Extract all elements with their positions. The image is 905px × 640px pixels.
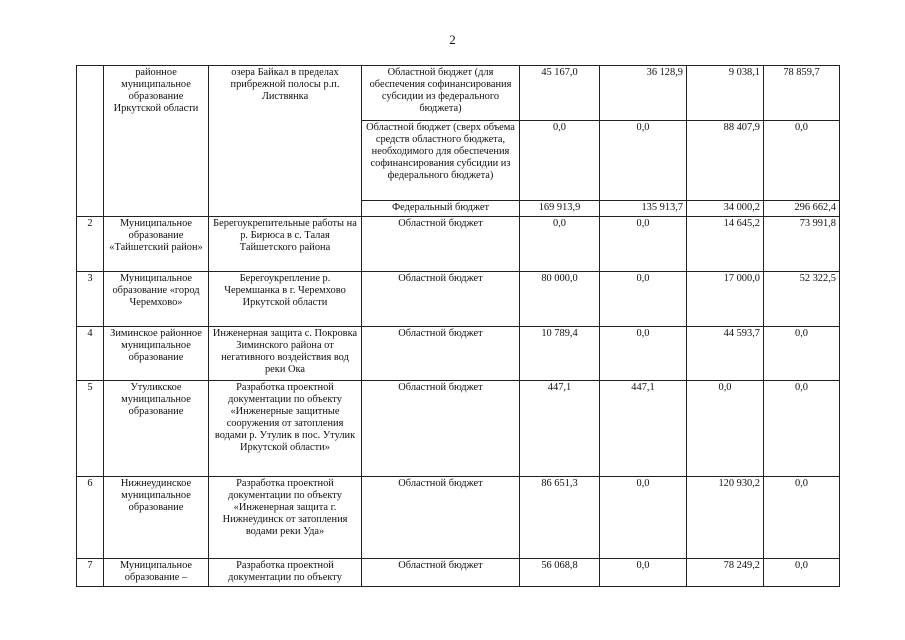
municipality-cell: Нижнеудинское муниципальное образование: [104, 477, 209, 559]
value-cell: 88 407,9: [687, 121, 764, 201]
object-cell: Берегоукрепление р. Черемшанка в г. Черемхово Иркутской области: [209, 272, 362, 327]
row-number: [77, 66, 104, 217]
value-cell: 9 038,1: [687, 66, 764, 121]
row-number: 5: [77, 381, 104, 477]
funding-source-cell: Областной бюджет (для обеспечения софинансирования субсидии из федерального бюджета): [362, 66, 520, 121]
value-cell: 447,1: [600, 381, 687, 477]
table-row: [77, 381, 840, 477]
table-row: [77, 477, 840, 559]
municipality-cell: районное муниципальное образование Иркутской области: [104, 66, 209, 217]
municipality-cell: Зиминское районное муниципальное образование: [104, 327, 209, 381]
value-cell: 0,0: [600, 559, 687, 587]
table-row: [77, 327, 840, 381]
value-cell: 0,0: [600, 217, 687, 272]
value-cell: 44 593,7: [687, 327, 764, 381]
table-row: [77, 66, 840, 121]
object-cell: Разработка проектной документации по объекту: [209, 559, 362, 587]
funding-source-cell: Областной бюджет (сверх объема средств областного бюджета, необходимого для обеспечения софинансирования субсидии из федерального бюджета): [362, 121, 520, 201]
value-cell: 17 000,0: [687, 272, 764, 327]
value-cell: 0,0: [764, 381, 840, 477]
municipality-cell: Утуликское муниципальное образование: [104, 381, 209, 477]
value-cell: 73 991,8: [764, 217, 840, 272]
value-cell: 0,0: [600, 327, 687, 381]
table-row: [77, 272, 840, 327]
funding-source-cell: Федеральный бюджет: [362, 201, 520, 217]
value-cell: 34 000,2: [687, 201, 764, 217]
row-number: 6: [77, 477, 104, 559]
value-cell: 36 128,9: [600, 66, 687, 121]
page-number: 2: [449, 32, 456, 47]
funding-source-cell: Областной бюджет: [362, 217, 520, 272]
municipality-cell: Муниципальное образование «город Черемхово»: [104, 272, 209, 327]
row-number: 3: [77, 272, 104, 327]
budget-table: [76, 65, 840, 587]
table-row: [77, 217, 840, 272]
object-cell: озера Байкал в пределах прибрежной полосы р.п. Листвянка: [209, 66, 362, 217]
value-cell: 10 789,4: [520, 327, 600, 381]
value-cell: 296 662,4: [764, 201, 840, 217]
funding-source-cell: Областной бюджет: [362, 272, 520, 327]
value-cell: 45 167,0: [520, 66, 600, 121]
value-cell: 0,0: [600, 272, 687, 327]
object-cell: Разработка проектной документации по объекту «Инженерные защитные сооружения от затопления водами р. Утулик в пос. Утулик Иркутской области»: [209, 381, 362, 477]
funding-source-cell: Областной бюджет: [362, 381, 520, 477]
municipality-cell: Муниципальное образование «Тайшетский район»: [104, 217, 209, 272]
municipality-cell: Муниципальное образование –: [104, 559, 209, 587]
value-cell: 0,0: [520, 121, 600, 201]
row-number: 4: [77, 327, 104, 381]
funding-source-cell: Областной бюджет: [362, 327, 520, 381]
value-cell: 56 068,8: [520, 559, 600, 587]
value-cell: 0,0: [520, 217, 600, 272]
value-cell: 80 000,0: [520, 272, 600, 327]
object-cell: Разработка проектной документации по объекту «Инженерная защита г. Нижнеудинск от затопления водами реки Уда»: [209, 477, 362, 559]
value-cell: 169 913,9: [520, 201, 600, 217]
value-cell: 0,0: [600, 121, 687, 201]
value-cell: 0,0: [600, 477, 687, 559]
funding-source-cell: Областной бюджет: [362, 477, 520, 559]
value-cell: 0,0: [764, 327, 840, 381]
value-cell: 0,0: [687, 381, 764, 477]
value-cell: 14 645,2: [687, 217, 764, 272]
value-cell: 447,1: [520, 381, 600, 477]
value-cell: 86 651,3: [520, 477, 600, 559]
value-cell: 0,0: [764, 559, 840, 587]
object-cell: Берегоукрепительные работы на р. Бирюса в с. Талая Тайшетского района: [209, 217, 362, 272]
value-cell: 135 913,7: [600, 201, 687, 217]
value-cell: 120 930,2: [687, 477, 764, 559]
value-cell: 0,0: [764, 477, 840, 559]
row-number: 7: [77, 559, 104, 587]
table-row: [77, 559, 840, 587]
funding-source-cell: Областной бюджет: [362, 559, 520, 587]
value-cell: 78 249,2: [687, 559, 764, 587]
row-number: 2: [77, 217, 104, 272]
value-cell: 52 322,5: [764, 272, 840, 327]
object-cell: Инженерная защита с. Покровка Зиминского района от негативного воздействия вод реки Ока: [209, 327, 362, 381]
value-cell: 0,0: [764, 121, 840, 201]
value-cell: 78 859,7: [764, 66, 840, 121]
